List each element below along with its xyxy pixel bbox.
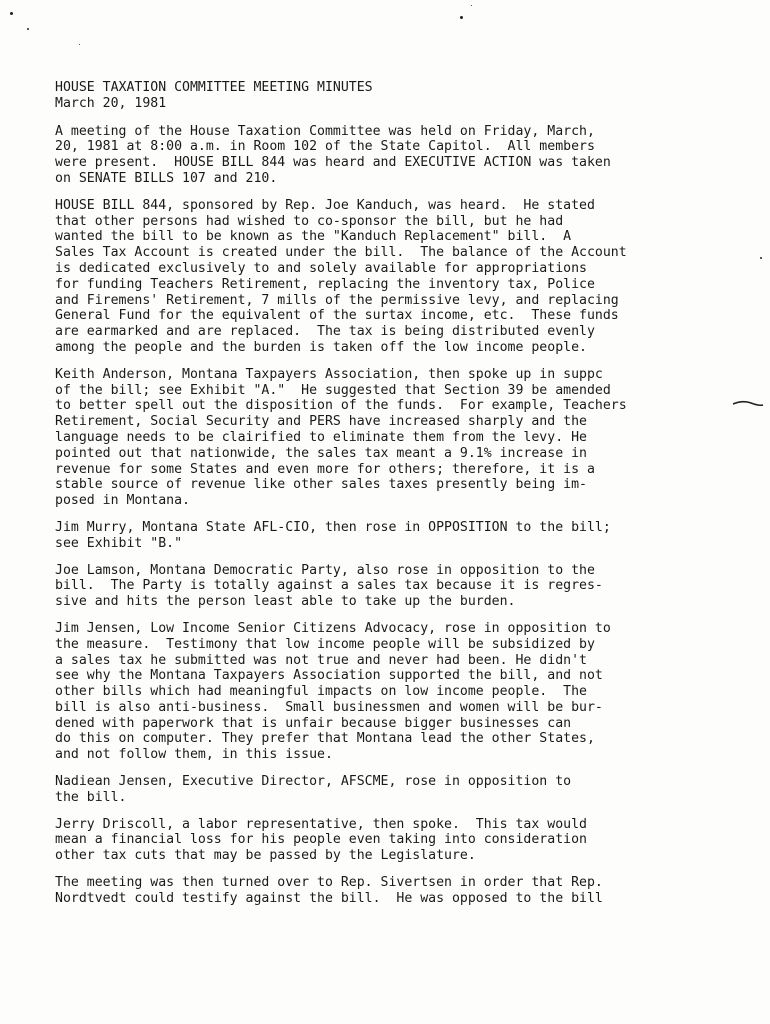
scan-speck — [471, 5, 472, 6]
text-line: is dedicated exclusively to and solely available for appropriations — [55, 260, 587, 276]
text-line: The meeting was then turned over to Rep. Sivertsen in order that Rep. — [55, 875, 603, 891]
text-line: for funding Teachers Retirement, replacing the inventory tax, Police — [55, 276, 595, 292]
text-line: the bill. — [55, 789, 127, 805]
document-body — [55, 80, 760, 918]
text-line: and not follow them, in this issue. — [55, 747, 333, 763]
text-line: to better spell out the disposition of the funds. For example, Teachers — [55, 398, 627, 414]
text-line: Jerry Driscoll, a labor representative, then spoke. This tax would — [55, 816, 587, 832]
paragraph — [55, 198, 760, 356]
text-line: sive and hits the person least able to take up the burden. — [55, 594, 516, 610]
scan-speck — [27, 28, 29, 30]
text-line: Nordtvedt could testify against the bill. He was opposed to the bill — [55, 890, 603, 906]
text-line: on SENATE BILLS 107 and 210. — [55, 170, 278, 186]
text-line: other tax cuts that may be passed by the Legislature. — [55, 848, 476, 864]
text-line: Jim Murry, Montana State AFL-CIO, then rose in OPPOSITION to the bill; — [55, 519, 611, 535]
paragraph — [55, 621, 760, 763]
text-line: Sales Tax Account is created under the bill. The balance of the Account — [55, 245, 627, 261]
text-line: are earmarked and are replaced. The tax is being distributed evenly — [55, 324, 595, 340]
text-line: bill is also anti-business. Small businessmen and women will be bur- — [55, 699, 603, 715]
text-line: posed in Montana. — [55, 493, 190, 509]
text-line: do this on computer. They prefer that Montana lead the other States, — [55, 731, 595, 747]
paragraph — [55, 817, 760, 864]
text-line: and Firemens' Retirement, 7 mills of the permissive levy, and replacing — [55, 292, 619, 308]
text-line: stable source of revenue like other sales taxes presently being im- — [55, 477, 587, 493]
text-line: among the people and the burden is taken off the low income people. — [55, 339, 587, 355]
text-line: 20, 1981 at 8:00 a.m. in Room 102 of the State Capitol. All members — [55, 139, 595, 155]
text-line: of the bill; see Exhibit "A." He suggested that Section 39 be amended — [55, 382, 611, 398]
scan-speck — [79, 44, 80, 45]
paragraph — [55, 520, 760, 552]
paragraph — [55, 774, 760, 806]
text-line: dened with paperwork that is unfair because bigger businesses can — [55, 715, 572, 731]
text-line: bill. The Party is totally against a sales tax because it is regres- — [55, 578, 603, 594]
scan-speck — [10, 12, 13, 15]
document-header — [55, 80, 760, 112]
paragraph — [55, 367, 760, 509]
paragraphs — [55, 124, 760, 907]
text-line: mean a financial loss for his people even taking into consideration — [55, 832, 587, 848]
text-line: see why the Montana Taxpayers Association supported the bill, and not — [55, 668, 603, 684]
paragraph — [55, 124, 760, 187]
text-line: other bills which had meaningful impacts on low income people. The — [55, 684, 587, 700]
text-line: were present. HOUSE BILL 844 was heard and EXECUTIVE ACTION was taken — [55, 155, 611, 171]
text-line: pointed out that nationwide, the sales tax meant a 9.1% increase in — [55, 445, 587, 461]
text-line: see Exhibit "B." — [55, 535, 183, 551]
text-line: General Fund for the equivalent of the surtax income, etc. These funds — [55, 308, 619, 324]
text-line: a sales tax he submitted was not true and never had been. He didn't — [55, 652, 587, 668]
text-line: Jim Jensen, Low Income Senior Citizens Advocacy, rose in opposition to — [55, 620, 611, 636]
document-title: HOUSE TAXATION COMMITTEE MEETING MINUTES — [55, 80, 373, 95]
text-line: that other persons had wished to co-sponsor the bill, but he had — [55, 213, 564, 229]
text-line: the measure. Testimony that low income people will be subsidized by — [55, 636, 595, 652]
paragraph — [55, 875, 760, 907]
scan-speck — [460, 16, 463, 19]
text-line: Keith Anderson, Montana Taxpayers Association, then spoke up in suppc — [55, 366, 603, 382]
text-line: A meeting of the House Taxation Committee was held on Friday, March, — [55, 123, 595, 139]
document-date: March 20, 1981 — [55, 95, 167, 111]
text-line: revenue for some States and even more for others; therefore, it is a — [55, 461, 595, 477]
text-line: language needs to be clairified to eliminate them from the levy. He — [55, 429, 587, 445]
text-line: HOUSE BILL 844, sponsored by Rep. Joe Kanduch, was heard. He stated — [55, 197, 595, 213]
text-line: wanted the bill to be known as the "Kanduch Replacement" bill. A — [55, 229, 572, 245]
text-line: Retirement, Social Security and PERS have increased sharply and the — [55, 414, 587, 430]
text-line: Nadiean Jensen, Executive Director, AFSCME, rose in opposition to — [55, 774, 572, 790]
text-line: Joe Lamson, Montana Democratic Party, also rose in opposition to the — [55, 562, 595, 578]
scan-speck — [760, 257, 762, 259]
paragraph — [55, 563, 760, 610]
